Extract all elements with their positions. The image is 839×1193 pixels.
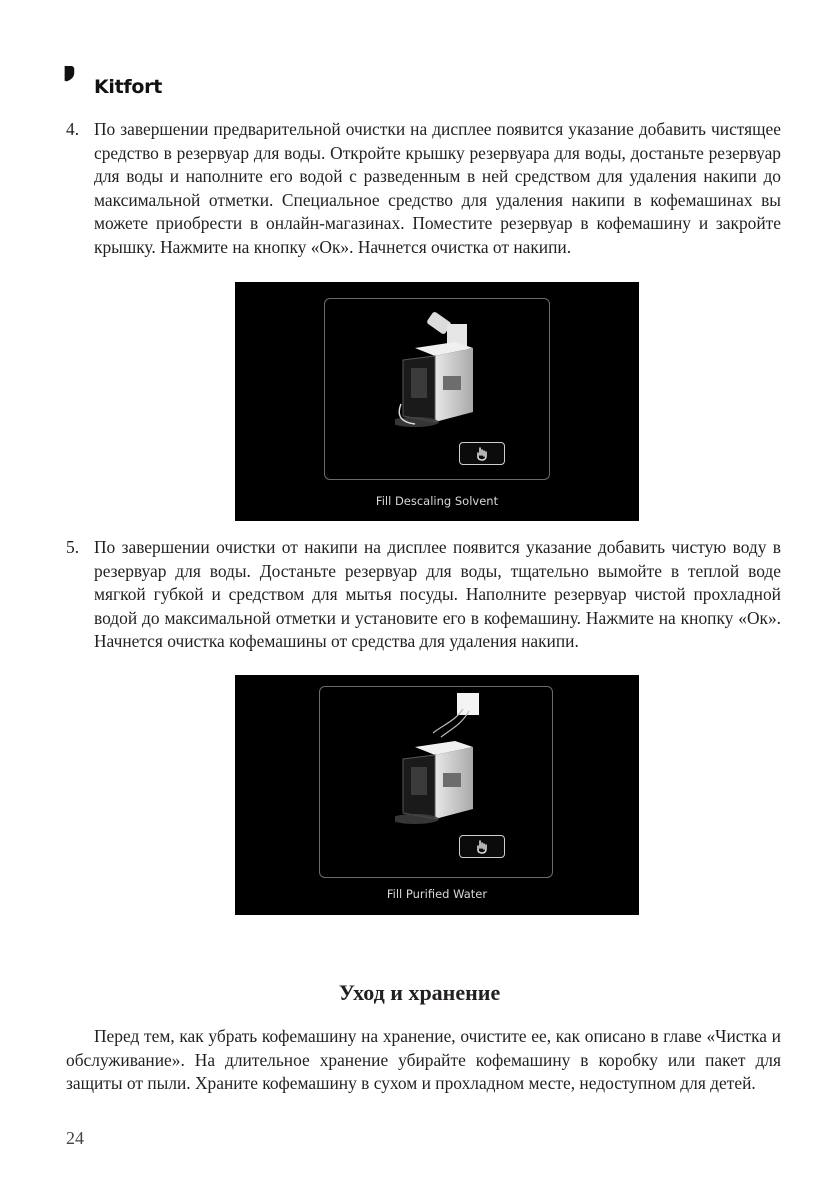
step-text: По завершении очистки от накипи на дисплее появится указание добавить чистую воду в резервуар для воды. Достаньте резервуар для воды, тщательно вымойте в теплой воде мягкой губкой и средством для мытья посуды. Наполните резервуар чистой прохладной водой до максимальной отметки и установите его в кофемашину. Нажмите на кнопку «Ок». Начнется очистка кофемашины от средства для удаления накипи. [94, 537, 781, 652]
display-screenshot [235, 675, 639, 915]
step-text: По завершении предварительной очистки на дисплее появится указание добавить чистящее средство в резервуар для воды. Откройте крышку резервуара для воды, достаньте резервуар для воды и наполните его водой с разведенным в ней средством для удаления накипи до максимальной отметки. Специальное средство для удаления накипи в кофемашинах вы можете приобрести в онлайн-магазинах. Поместите резервуар в кофемашину и закройте крышку. Нажмите на кнопку «Ок». Начнется очистка от накипи. [94, 119, 781, 257]
section-text: Перед тем, как убрать кофемашину на хранение, очистите ее, как описано в главе «Чистка и обслуживание». На длительное хранение убирайте кофемашину в коробку или пакет для защиты от пыли. Храните кофемашину в сухом и прохладном месте, недоступном для детей. [66, 1026, 781, 1094]
hand-icon [475, 447, 489, 461]
display-caption: Fill Descaling Solvent [375, 494, 499, 508]
brand-name: Kitfort [94, 76, 162, 98]
step-number: 4. [66, 119, 80, 139]
ok-button[interactable] [459, 442, 505, 465]
step-number: 5. [66, 537, 80, 557]
section-title: Уход и хранение [338, 980, 501, 1005]
kitfort-logo-icon [64, 50, 96, 98]
display-caption: Fill Purified Water [386, 887, 488, 901]
coffee-machine-icon [395, 691, 505, 841]
coffee-machine-icon [395, 304, 505, 454]
ok-button[interactable] [459, 835, 505, 858]
display-screenshot [235, 282, 639, 521]
page-number: 24 [66, 1128, 84, 1148]
hand-icon [475, 840, 489, 854]
